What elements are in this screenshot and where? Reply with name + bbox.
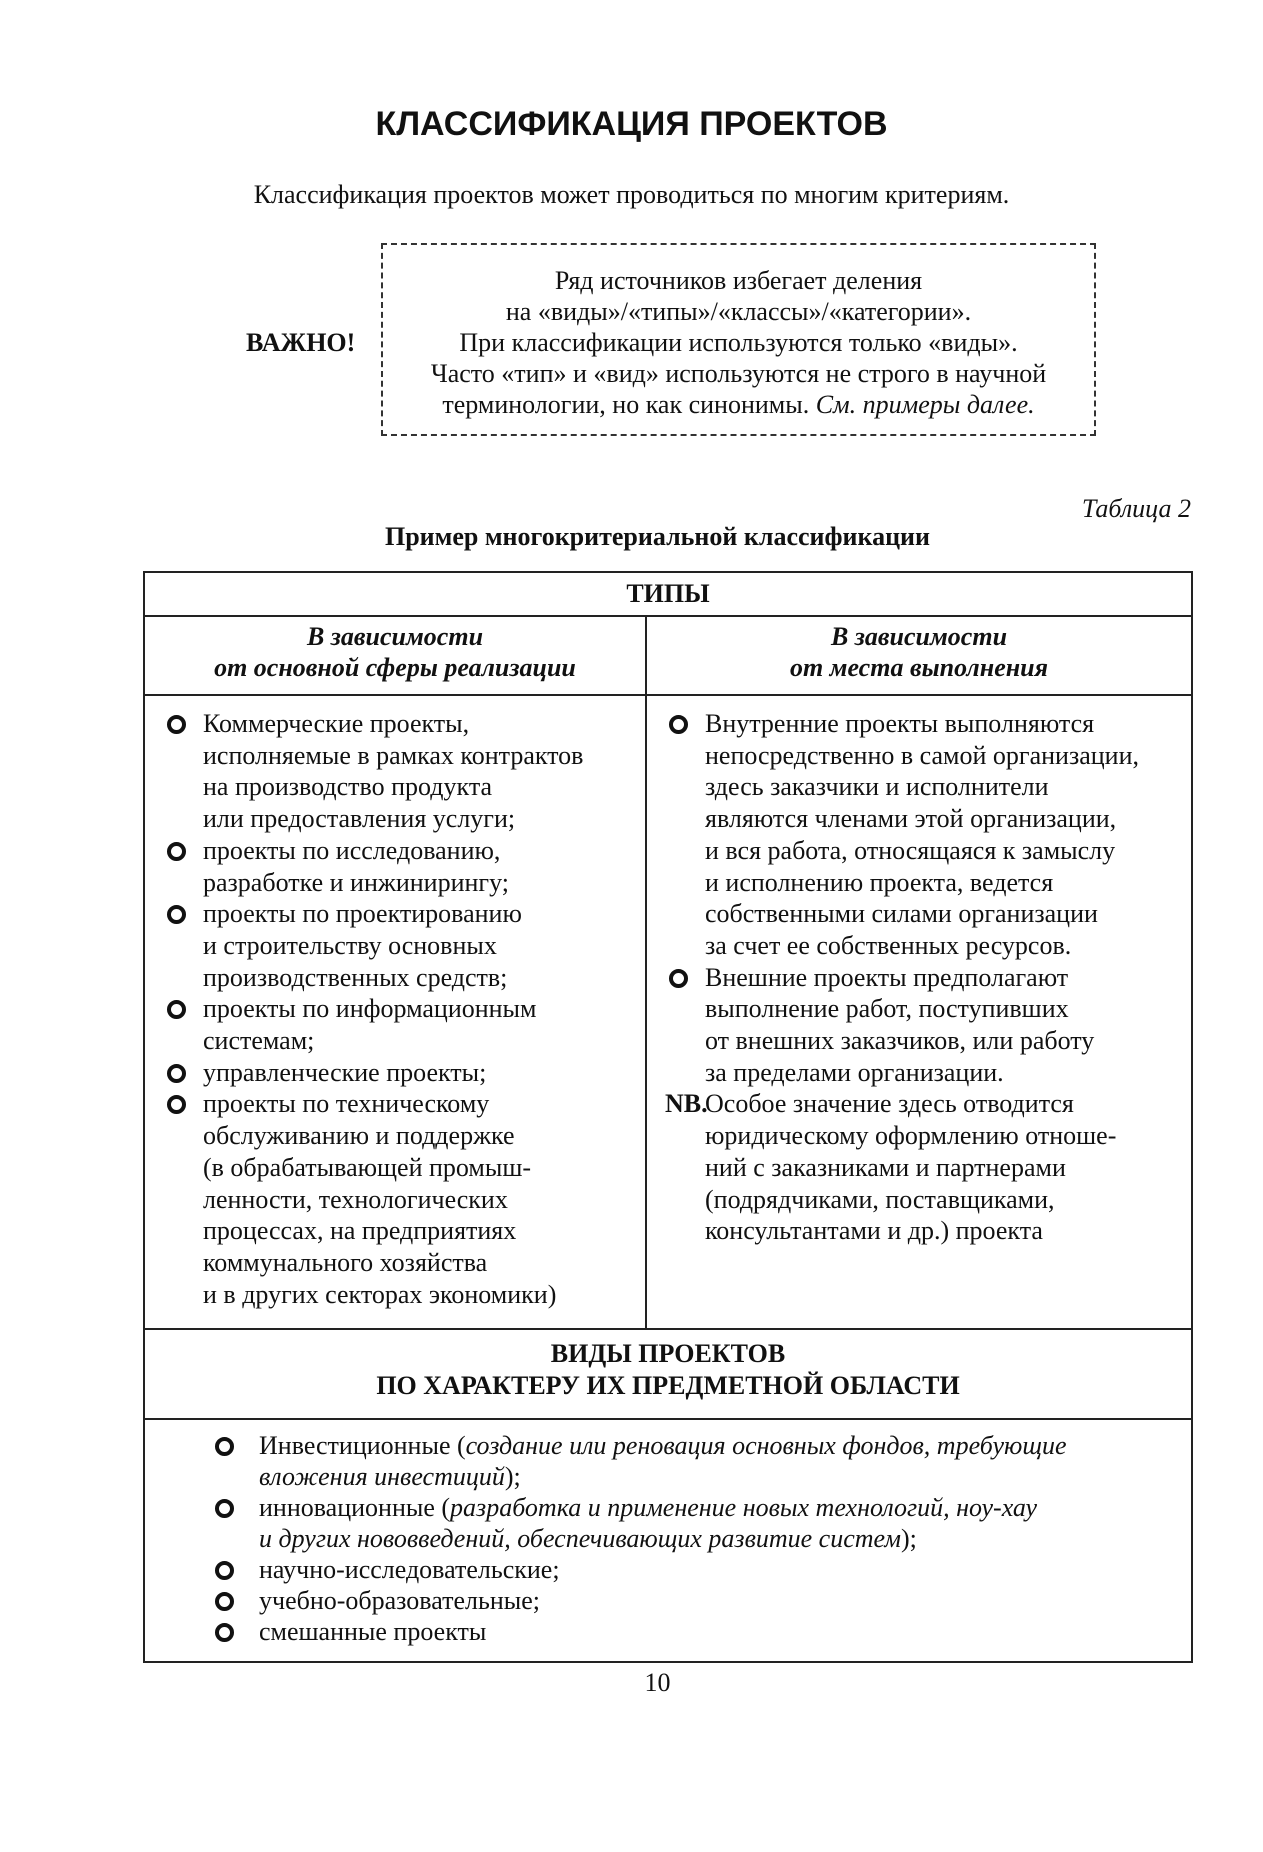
see-examples-note: См. примеры далее.: [815, 390, 1035, 419]
important-label: ВАЖНО!: [246, 328, 356, 357]
left-types-cell: [144, 695, 646, 1329]
vids-item-continuation: вложения инвестиций);: [259, 1462, 521, 1491]
right-column-header: В зависимости от места выполнения: [646, 616, 1192, 695]
list-item: обслуживанию и поддержке: [203, 1121, 515, 1151]
vids-item: смешанные проекты: [145, 1616, 1191, 1647]
list-item: коммунального хозяйства: [203, 1247, 488, 1277]
circle-bullet-icon: [215, 1592, 234, 1611]
list-item: непосредственно в самой организации,: [705, 740, 1140, 770]
list-item: разработке и инжинирингу;: [203, 867, 509, 897]
list-item: проекты по информационным: [145, 993, 645, 1025]
types-header: ТИПЫ: [144, 572, 1192, 616]
list-item: процессах, на предприятиях: [203, 1216, 517, 1246]
circle-bullet-icon: [167, 1064, 186, 1083]
circle-bullet-icon: [215, 1623, 234, 1642]
circle-bullet-icon: [167, 1000, 186, 1019]
intro-text: Классификация проектов может проводиться по многим критериям.: [253, 180, 1010, 209]
important-note-box: [381, 243, 1096, 436]
circle-bullet-icon: [215, 1437, 234, 1456]
list-item: Внешние проекты предполагают: [647, 962, 1191, 994]
list-item: исполняемые в рамках контрактов: [203, 740, 584, 770]
list-item: и вся работа, относящаяся к замыслу: [705, 835, 1116, 865]
important-line: на «виды»/«типы»/«классы»/«категории».: [505, 297, 972, 326]
page-number: 10: [644, 1668, 671, 1697]
list-item: за счет ее собственных ресурсов.: [705, 930, 1072, 960]
list-item: управленческие проекты;: [145, 1057, 645, 1089]
list-item: проекты по техническому: [145, 1088, 645, 1120]
circle-bullet-icon: [215, 1561, 234, 1580]
list-item: Коммерческие проекты,: [145, 708, 645, 740]
list-item: проекты по проектированию: [145, 898, 645, 930]
circle-bullet-icon: [167, 842, 186, 861]
important-line: Часто «тип» и «вид» используются не строго в научной: [430, 359, 1047, 388]
circle-bullet-icon: [167, 905, 186, 924]
vids-item: Инвестиционные (создание или реновация основных фондов, требующие: [145, 1430, 1191, 1461]
important-line: При классификации используются только «виды».: [459, 328, 1018, 357]
classification-table: [143, 571, 1193, 1663]
circle-bullet-icon: [669, 969, 688, 988]
list-item: выполнение работ, поступивших: [705, 994, 1069, 1024]
vids-item: научно-исследовательские;: [145, 1554, 1191, 1585]
list-item: и исполнению проекта, ведется: [705, 867, 1054, 897]
circle-bullet-icon: [215, 1499, 234, 1518]
nb-note: NB. Особое значение здесь отводится юридическому оформлению отноше- ний с заказниками и партнерами (подрядчиками, поставщиками, консультантами и др.) проекта: [665, 1089, 1117, 1246]
table-title: Пример многокритериальной классификации: [384, 522, 931, 551]
list-item: и строительству основных: [203, 930, 497, 960]
important-line: терминологии, но как синонимы. См. примеры далее.: [442, 390, 1035, 419]
left-column-header: В зависимости от основной сферы реализации: [144, 616, 646, 695]
list-item: проекты по исследованию,: [145, 835, 645, 867]
list-item: являются членами этой организации,: [705, 804, 1117, 834]
vids-item-continuation: и других нововведений, обеспечивающих развитие систем);: [259, 1524, 917, 1553]
circle-bullet-icon: [167, 1095, 186, 1114]
list-item: здесь заказчики и исполнители: [705, 772, 1049, 802]
vids-item: учебно-образовательные;: [145, 1585, 1191, 1616]
list-item: на производство продукта: [203, 772, 493, 802]
list-item: ленности, технологических: [203, 1184, 508, 1214]
circle-bullet-icon: [669, 715, 688, 734]
vids-item: инновационные (разработка и применение новых технологий, ноу-хау: [145, 1492, 1191, 1523]
left-types-list: [145, 708, 645, 1310]
circle-bullet-icon: [167, 715, 186, 734]
right-types-list: [647, 708, 1191, 1088]
list-item: Внутренние проекты выполняются: [647, 708, 1191, 740]
list-item: (в обрабатывающей промыш-: [203, 1152, 532, 1182]
list-item: за пределами организации.: [705, 1057, 1004, 1087]
right-types-cell: [646, 695, 1192, 1329]
nb-label: NB.: [665, 1089, 708, 1119]
list-item: производственных средств;: [203, 962, 508, 992]
list-item: системам;: [203, 1026, 315, 1056]
table-caption: Таблица 2: [1081, 494, 1191, 523]
page-title: КЛАССИФИКАЦИЯ ПРОЕКТОВ: [375, 105, 888, 143]
important-line: Ряд источников избегает деления: [554, 266, 923, 295]
list-item: от внешних заказчиков, или работу: [705, 1026, 1095, 1056]
list-item: собственными силами организации: [705, 899, 1098, 929]
vids-list: [145, 1430, 1191, 1647]
vids-header: ВИДЫ ПРОЕКТОВ ПО ХАРАКТЕРУ ИХ ПРЕДМЕТНОЙ ОБЛАСТИ: [144, 1329, 1192, 1419]
list-item: или предоставления услуги;: [203, 804, 516, 834]
list-item: и в других секторах экономики): [203, 1279, 557, 1309]
vids-cell: [144, 1419, 1192, 1662]
